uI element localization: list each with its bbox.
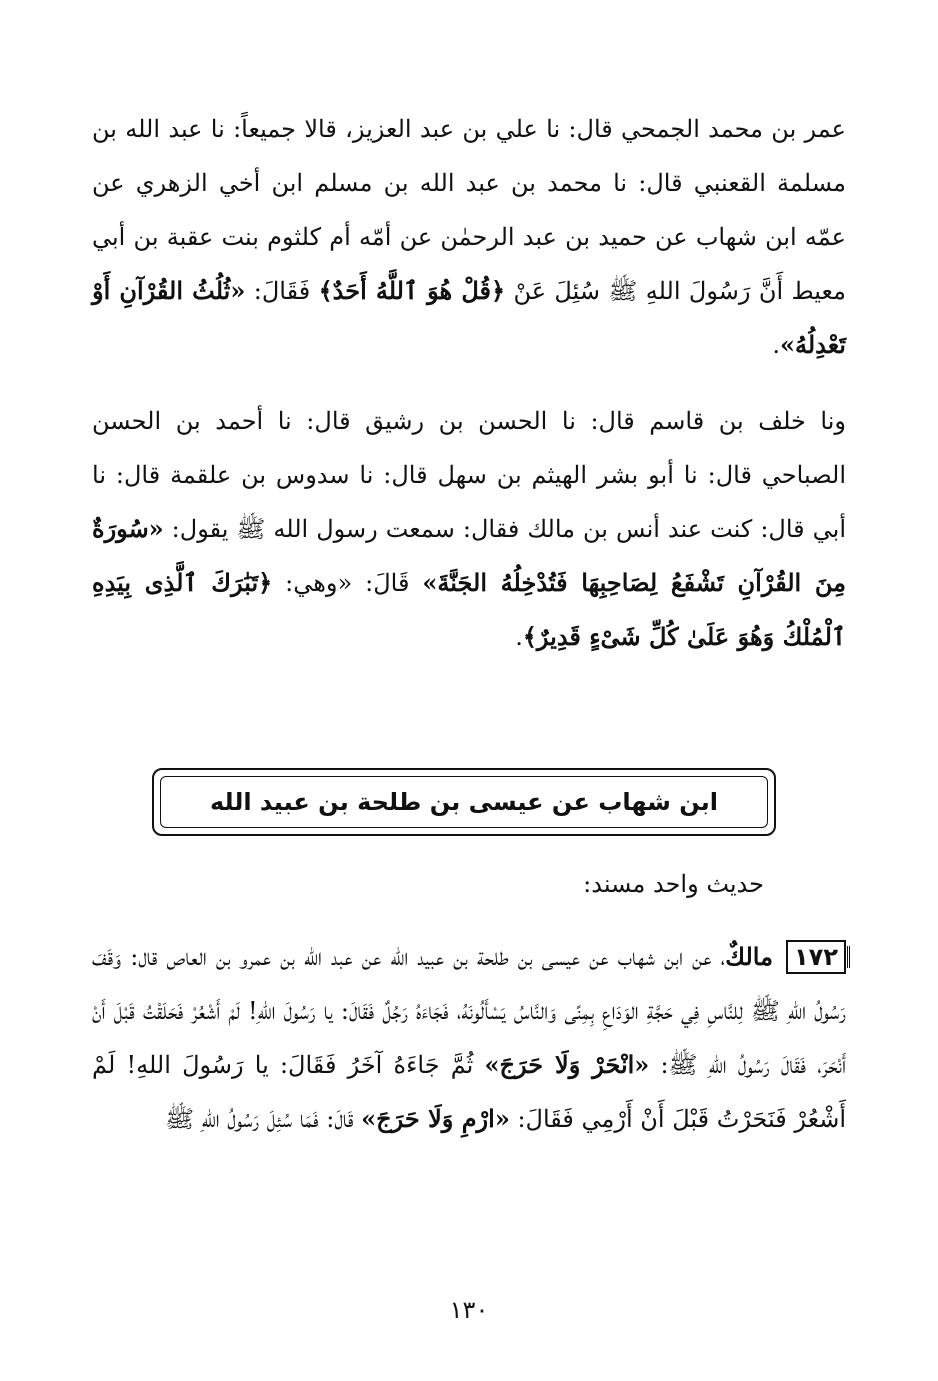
isnad-text: عمر بن محمد الجمحي قال: نا علي بن عبد العزيز، قالا جميعاً: نا عبد الله بن مسلمة القعنبي قال: نا محمد بن عبد الله بن مسلم ابن أخي الزهري عن عمّه ابن شهاب عن حميد بن عبد الرحمٰن عن أمّه أم كلثوم بنت عقبة بن أبي معيط أَنَّ رَسُولَ اللهِ ﷺ سُئِلَ عَنْ [92,115,846,305]
hadith-number-badge: ١٧٢ [786,940,846,974]
prophetic-saying: «ثُلُثُ القُرْآنِ أَوْ تَعْدِلُهُ» [92,276,846,359]
paragraph-2 [92,394,846,664]
hadith-entry [92,930,846,1146]
hadith-narrator: مالكٌ [725,942,773,971]
section-heading-frame [152,768,776,836]
sentence-end: . [515,623,523,651]
page-number: ١٣٠ [449,1296,489,1324]
hadith-text-2: ثُمَّ جَاءَهُ آخَرُ فَقَالَ: يا رَسُولَ اللهِ! لَمْ أَشْعُرْ فَنَحَرْتُ قَبْلَ أَنْ أَرْمِي فَقَالَ: [92,1051,846,1133]
hadith-body [92,930,846,1146]
prophetic-saying: «سُورَةٌ مِنَ القُرْآنِ تَشْفَعُ لِصَاحِبِهَا فَتُدْخِلُهُ الجَنَّةَ» [92,514,847,597]
hadith-text-1: ، عن ابن شهاب عن عيسى بن طلحة بن عبيد الله عن عبد الله بن عمرو بن العاص قال: وَقَفَ رَسُولُ اللهِ ﷺ لِلنَّاسِ فِي حَجَّةِ الوَدَاعِ بِمِنًى وَالنَّاسُ يَسْأَلُونَهُ، فَجَاءَهُ رَجُلٌ فَقَالَ: يا رَسُولَ اللهِ! لَمْ أَشْعُرْ فَحَلَقْتُ قَبْلَ أَنْ أَنْحَرَ، فَقَالَ رَسُولُ اللهِ ﷺ: [92,943,847,1079]
prophetic-saying-2: «ارْمِ وَلَا حَرَجَ» [361,1104,510,1133]
section-heading: ابن شهاب عن عيسى بن طلحة بن عبيد الله [209,788,719,816]
quran-verse: ﴿قُلْ هُوَ ٱللَّهُ أَحَدٌ﴾ [318,276,506,305]
quran-verse: ﴿تَبَٰرَكَ ٱلَّذِى بِيَدِهِ ٱلْمُلْكُ وَهُوَ عَلَىٰ كُلِّ شَىْءٍ قَدِيرٌ﴾ [92,568,846,651]
section-intro: حديث واحد مسند: [583,870,764,898]
paragraph-1-body [92,102,846,372]
prophetic-saying-1: «انْحَرْ وَلَا حَرَجَ» [484,1050,650,1079]
hadith-text-3: قَالَ: فَمَا سُئِلَ رَسُولُ اللهِ ﷺ [165,1105,362,1133]
narration-connector: قَالَ: «وهي: [272,569,423,597]
isnad-text: ونا خلف بن قاسم قال: نا الحسن بن رشيق قال: نا أحمد بن الحسن الصباحي قال: نا أبو بشر الهيثم بن سهل قال: نا سدوس بن علقمة قال: نا أبي قال: كنت عند أنس بن مالك فقال: سمعت رسول الله ﷺ يقول: [92,407,846,543]
narration-connector: فَقَالَ: [245,277,319,305]
sentence-end: . [772,331,780,359]
paragraph-2-body [92,394,846,664]
paragraph-1 [92,102,846,372]
